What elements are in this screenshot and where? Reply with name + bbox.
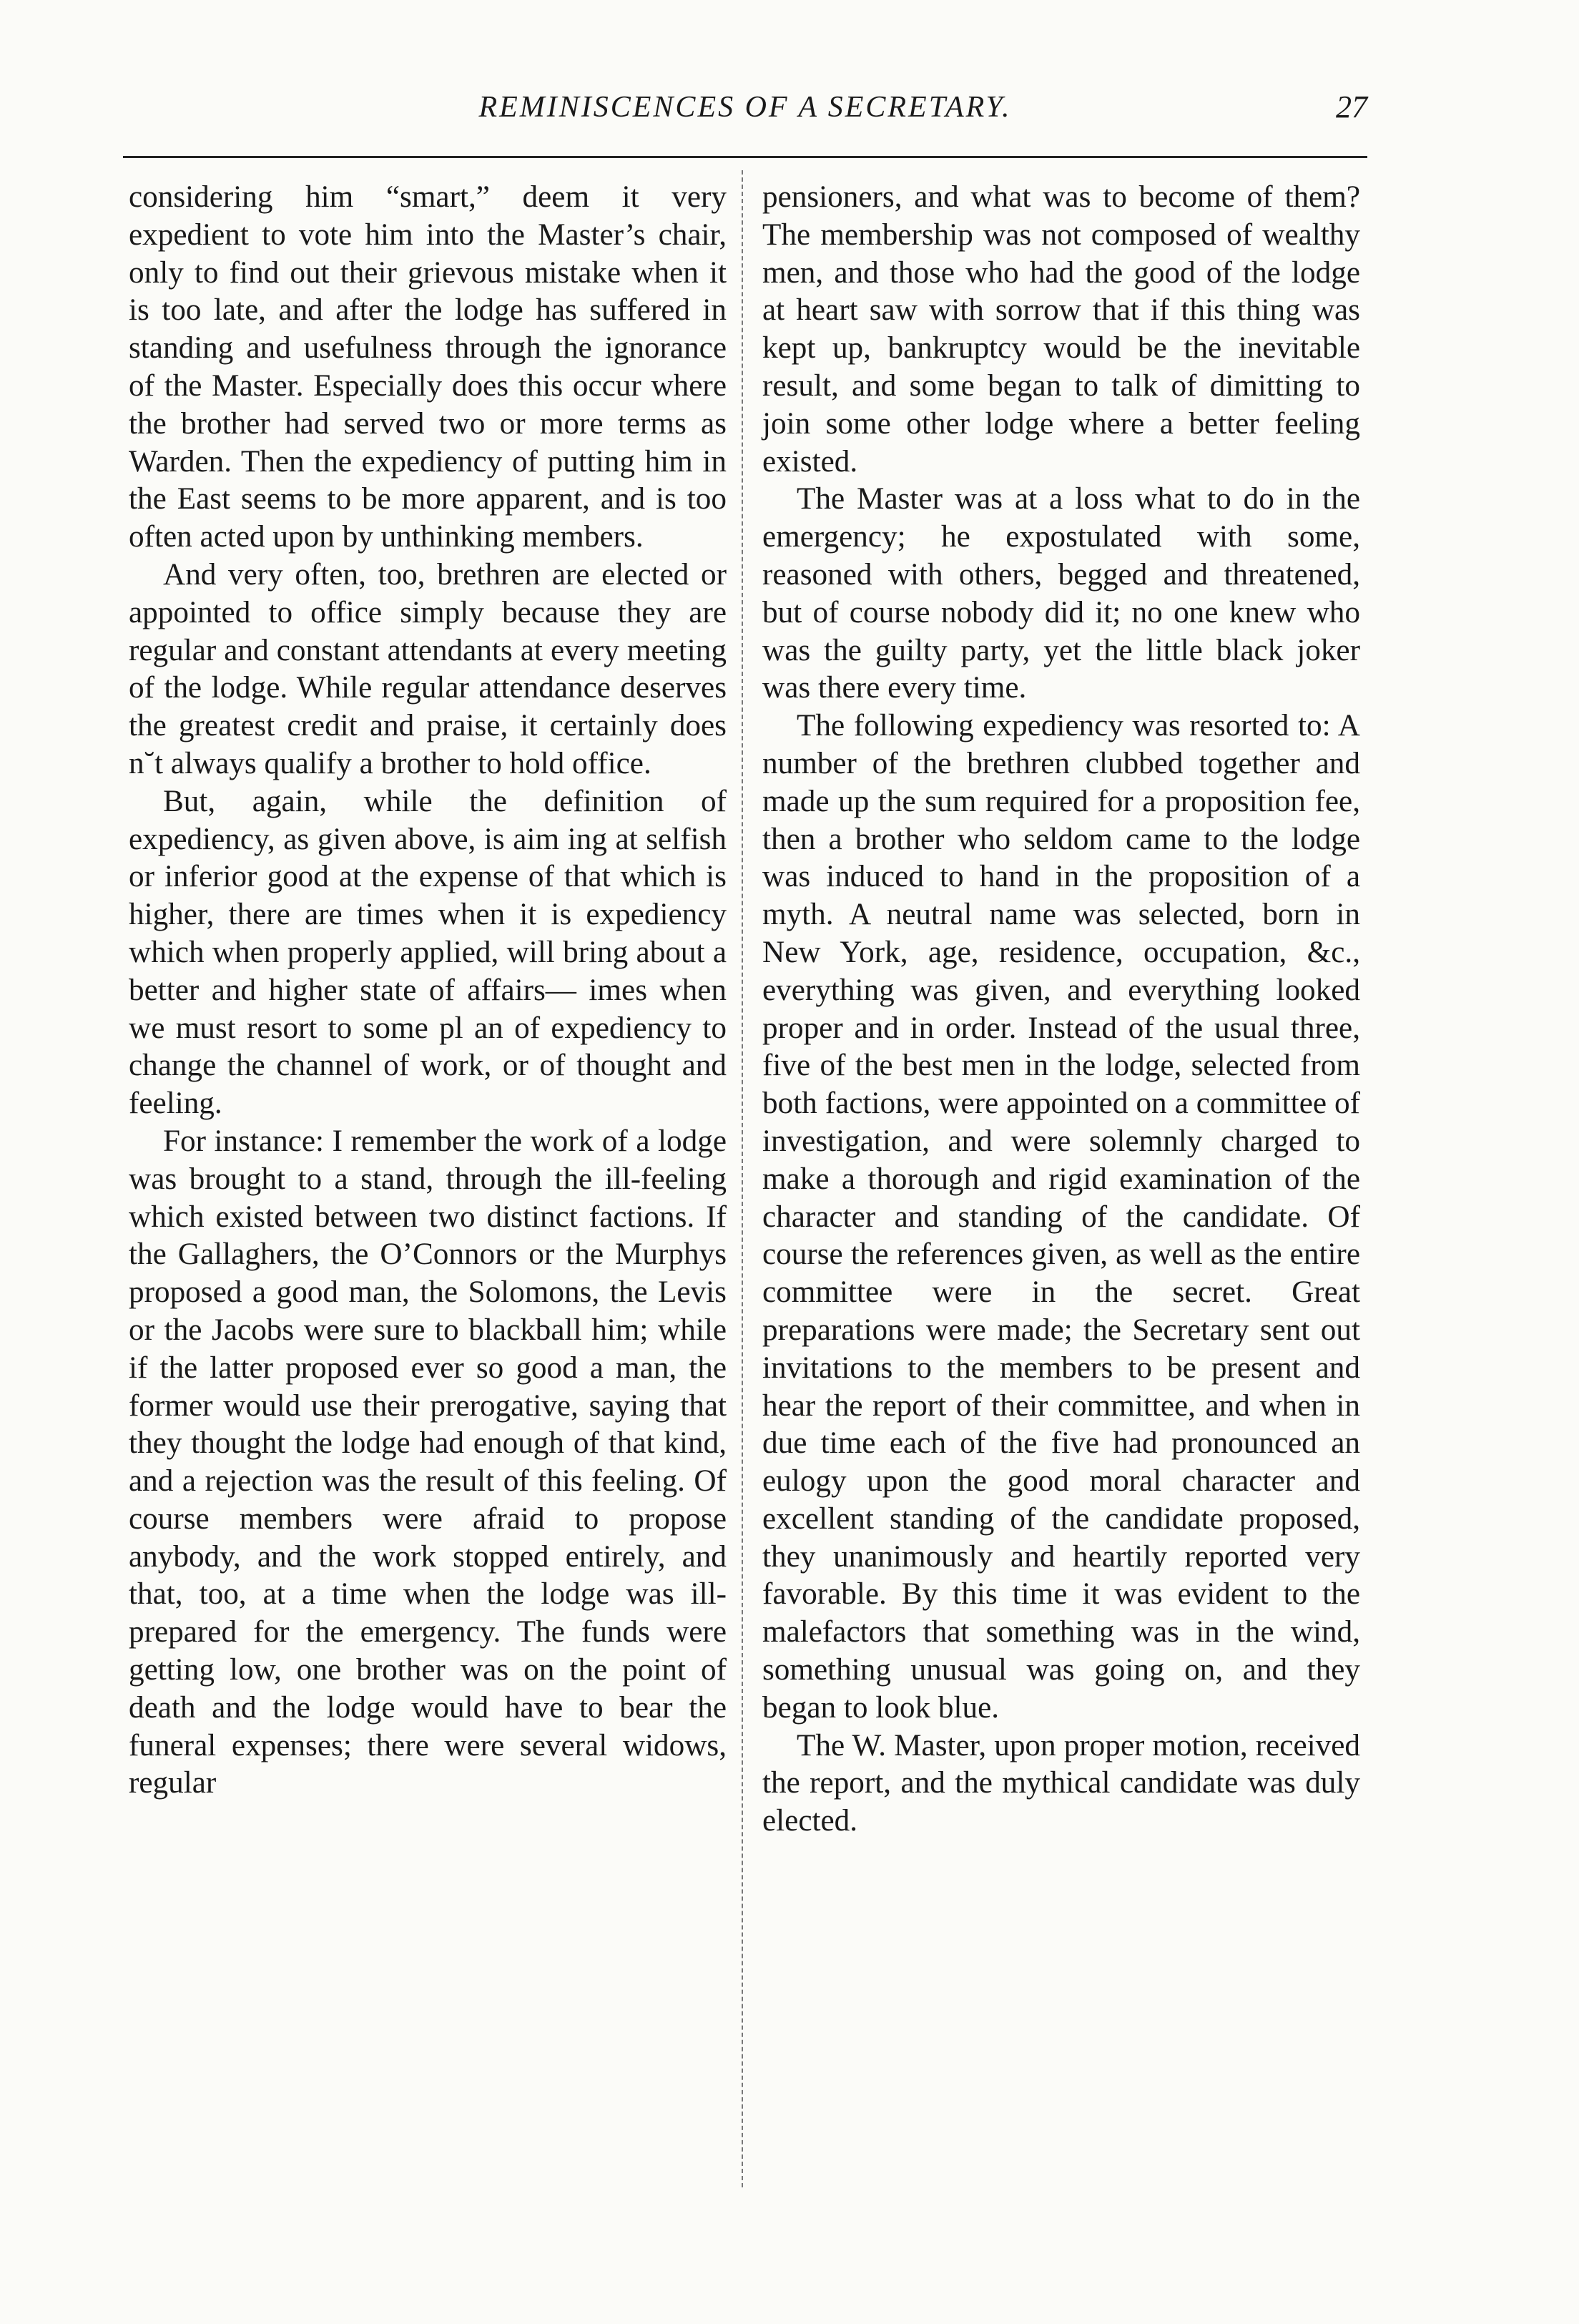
page-number: 27 — [1336, 89, 1367, 124]
paragraph: The Master was at a loss what to do in the emergency; he expostulated with some, reasoned with others, begged and threatened, but of course nobody did it; no one knew who was the guilty party, yet the little black joker was there every time. — [762, 482, 1360, 705]
right-column — [762, 179, 1360, 1840]
header-rule — [123, 156, 1367, 158]
paragraph: The following expediency was resorted to: A number of the brethren clubbed together and made up the sum required for a proposition fee, then a brother who seldom came to the lodge was induced to hand in the proposition of a myth. A neutral name was selected, born in New York, age, residence, occupation, &c., everything was given, and everything looked proper and in order. Instead of the usual three, five of the best men in the lodge, selected from both factions, were appointed on a committee of investigation, and were solemnly charged to make a thorough and rigid examination of the character and standing of the candidate. Of course the references given, as well as the entire committee were in the secret. Great preparations were made; the Secretary sent out invitations to the members to be present and hear the report of their committee, and when in due time each of the five had pronounced an eulogy upon the good moral character and excellent standing of the candidate proposed, they unanimously and heartily reported very favorable. By this time it was evident to the malefactors that something was in the wind, something unusual was going on, and they began to look blue. — [762, 709, 1360, 1725]
paragraph: The W. Master, upon proper motion, received the report, and the mythical candidate was duly elected. — [762, 1728, 1360, 1838]
paragraph: For instance: I remember the work of a lodge was brought to a stand, through the ill-feeling which existed between two distinct factions. If the Gallaghers, the O’Connors or the Murphys proposed a good man, the Solomons, the Levis or the Jacobs were sure to blackball him; while if the latter proposed ever so good a man, the former would use their prerogative, saying that they thought the lodge had enough of that kind, and a rejection was the result of this feeling. Of course members were afraid to propose anybody, and the work stopped entirely, and that, too, at a time when the lodge was ill-prepared for the emergency. The funds were getting low, one brother was on the point of death and the lodge would have to bear the funeral expenses; there were several widows, regular — [129, 1124, 727, 1800]
paragraph: But, again, while the definition of expediency, as given above, is aim ing at selfish or inferior good at the expense of that which is higher, there are times when it is expediency which when properly applied, will bring about a better and higher state of affairs— imes when we must resort to some pl an of expediency to change the channel of work, or of thought and feeling. — [129, 784, 727, 1121]
column-divider — [742, 170, 743, 2187]
running-title: REMINISCENCES OF A SECRETARY. — [478, 91, 1012, 124]
paragraph: considering him “smart,” deem it very expedient to vote him into the Master’s chair, only to find out their grievous mistake when it is too late, and after the lodge has suffered in standing and usefulness through the ignorance of the Master. Especially does this occur where the brother had served two or more terms as Warden. Then the expediency of putting him in the East seems to be more apparent, and is too often acted upon by unthinking members. — [129, 180, 727, 554]
paragraph: And very often, too, brethren are elected or appointed to office simply because they are regular and constant attendants at every meeting of the lodge. While regular attendance deserves the greatest credit and praise, it certainly does n˘t always qualify a brother to hold office. — [129, 557, 727, 780]
page-header — [123, 80, 1367, 137]
left-column — [129, 179, 727, 1803]
paragraph: pensioners, and what was to become of them? The membership was not composed of wealthy men, and those who had the good of the lodge at heart saw with sorrow that if this thing was kept up, bankruptcy would be the inevitable result, and some began to talk of dimitting to join some other lodge where a better feeling existed. — [762, 180, 1360, 479]
